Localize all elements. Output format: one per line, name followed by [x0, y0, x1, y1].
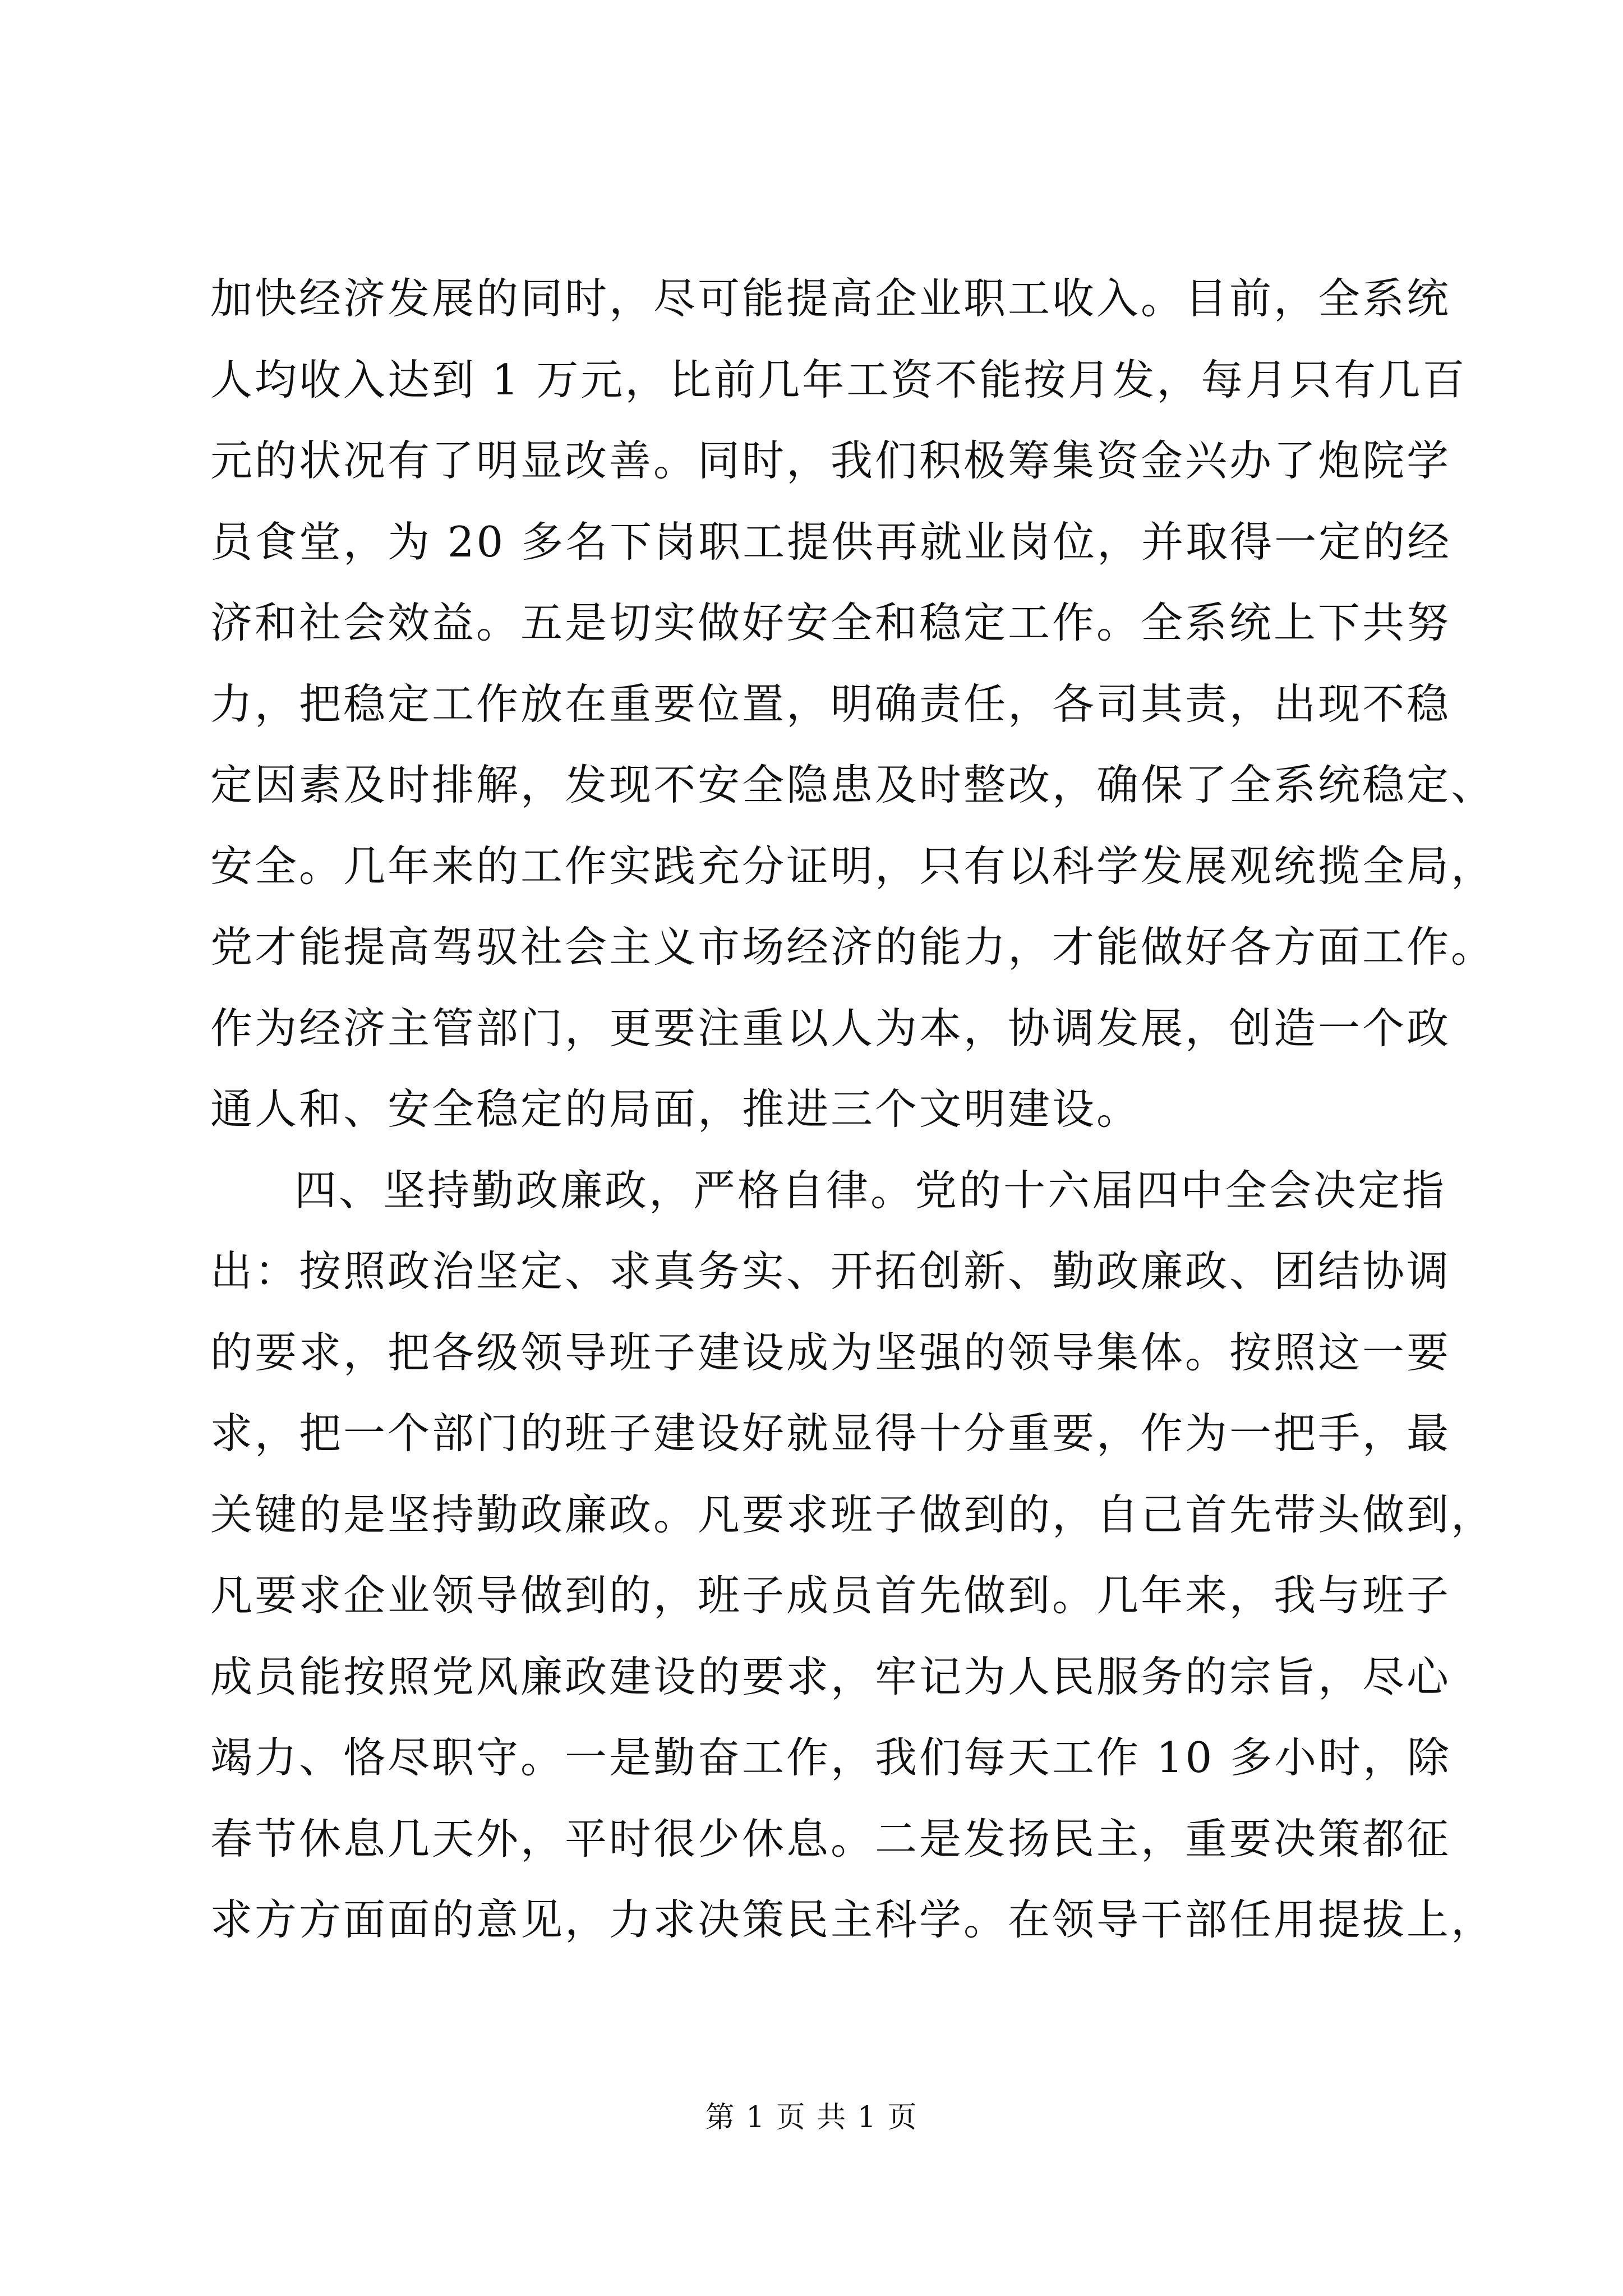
text-line: 济和社会效益。五是切实做好安全和稳定工作。全系统上下共努	[210, 598, 1451, 647]
text-line: 员食堂，为 20 多名下岗职工提供再就业岗位，并取得一定的经	[210, 517, 1452, 567]
text-line: 求方方面面的意见，力求决策民主科学。在领导干部任用提拔上，	[210, 1895, 1496, 1944]
text-line: 通人和、安全稳定的局面，推进三个文明建设。	[210, 1084, 1141, 1134]
text-line: 求，把一个部门的班子建设好就显得十分重要，作为一把手，最	[210, 1409, 1451, 1458]
text-line: 安全。几年来的工作实践充分证明，只有以科学发展观统揽全局，	[210, 841, 1496, 891]
text-line: 凡要求企业领导做到的，班子成员首先做到。几年来，我与班子	[210, 1571, 1451, 1620]
text-line: 春节休息几天外，平时很少休息。二是发扬民主，重要决策都征	[210, 1814, 1451, 1864]
text-line: 元的状况有了明显改善。同时，我们积极筹集资金兴办了炮院学	[210, 436, 1451, 485]
text-line: 力，把稳定工作放在重要位置，明确责任，各司其责，出现不稳	[210, 679, 1451, 729]
text-line: 党才能提高驾驭社会主义市场经济的能力，才能做好各方面工作。	[210, 922, 1496, 972]
text-line: 加快经济发展的同时，尽可能提高企业职工收入。目前，全系统	[210, 274, 1451, 323]
text-line: 的要求，把各级领导班子建设成为坚强的领导集体。按照这一要	[210, 1327, 1451, 1377]
paragraph-2	[210, 1150, 1496, 1961]
page-number-label: 第 1 页 共 1 页	[705, 2101, 918, 2134]
text-line: 定因素及时排解，发现不安全隐患及时整改，确保了全系统稳定、	[210, 760, 1496, 809]
text-line: 四、坚持勤政廉政，严格自律。党的十六届四中全会决定指	[294, 1165, 1447, 1215]
text-line: 人均收入达到 1 万元，比前几年工资不能按月发，每月只有几百	[210, 355, 1467, 404]
document-body	[210, 258, 1496, 1961]
text-line: 作为经济主管部门，更要注重以人为本，协调发展，创造一个政	[210, 1003, 1451, 1053]
text-line: 出：按照政治坚定、求真务实、开拓创新、勤政廉政、团结协调	[210, 1246, 1451, 1296]
page-footer	[0, 2098, 1623, 2137]
paragraph-1	[210, 258, 1496, 1150]
text-line: 竭力、恪尽职守。一是勤奋工作，我们每天工作 10 多小时，除	[210, 1733, 1452, 1782]
text-line: 关键的是坚持勤政廉政。凡要求班子做到的，自己首先带头做到，	[210, 1489, 1496, 1539]
text-line: 成员能按照党风廉政建设的要求，牢记为人民服务的宗旨，尽心	[210, 1651, 1451, 1701]
